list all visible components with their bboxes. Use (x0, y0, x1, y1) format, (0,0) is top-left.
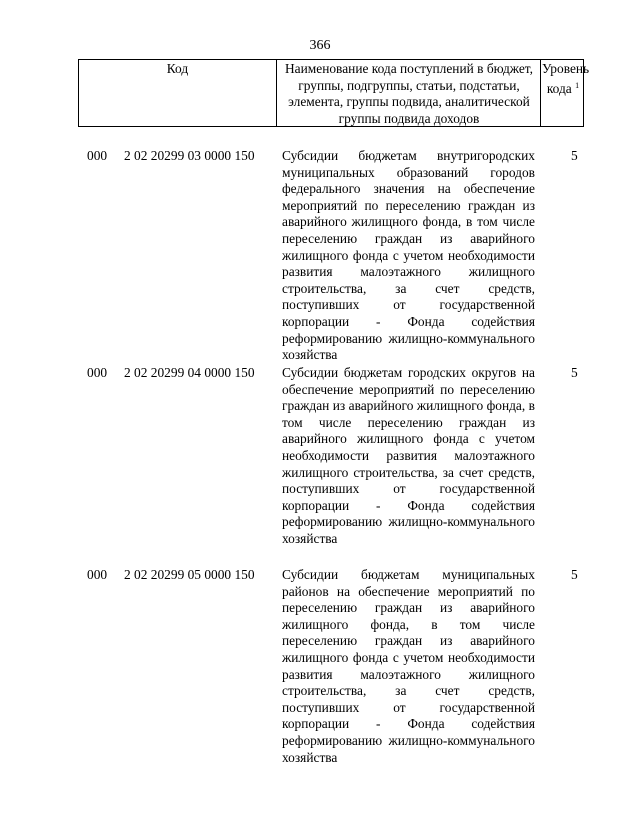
row-code: 2 02 20299 04 0000 150 (124, 365, 255, 380)
row-prefix: 000 (87, 365, 108, 380)
row-level: 5 (571, 148, 578, 163)
row-code: 2 02 20299 03 0000 150 (124, 148, 255, 163)
row-prefix: 000 (87, 567, 108, 582)
header-divider (540, 59, 541, 127)
header-divider (276, 59, 277, 127)
row-description: Субсидии бюджетам муниципальных районов на обеспечение мероприятий по переселению граждан из аварийного жилищного фонда, в том числе переселению граждан из аварийного жилищного фонда с учетом необходимости развития малоэтажного жилищного строительства, за счет средств, поступивших от государственной корпорации - Фонда содействия реформированию жилищно-коммунального хозяйства (282, 567, 535, 765)
row-description: Субсидии бюджетам городских округов на обеспечение мероприятий по переселению граждан из аварийного жилищного фонда, в том числе переселению граждан из аварийного жилищного фонда с учетом необходимости развития малоэтажного жилищного строительства, за счет средств, поступивших от государственной корпорации - Фонда содействия реформированию жилищно-коммунального хозяйства (282, 365, 535, 546)
row-code: 2 02 20299 05 0000 150 (124, 567, 255, 582)
header-level-footnote: 1 (575, 80, 580, 90)
row-level: 5 (571, 567, 578, 582)
row-prefix: 000 (87, 148, 108, 163)
header-name: Наименование кода поступлений в бюджет, группы, подгруппы, статьи, подстатьи, элемента, группы подвида, аналитической группы подвида доходов (285, 61, 533, 126)
header-level (542, 61, 590, 97)
header-code: Код (166, 61, 189, 76)
header-level-label: Уровень кода (542, 61, 590, 96)
row-level: 5 (571, 365, 578, 380)
row-description: Субсидии бюджетам внутригородских муниципальных образований городов федерального значения на обеспечение мероприятий по переселению граждан из аварийного жилищного фонда, в том числе переселению граждан из аварийного жилищного фонда с учетом необходимости развития малоэтажного жилищного строительства, за счет средств, поступивших от государственной корпорации - Фонда содействия реформированию жилищно-коммунального хозяйства (282, 148, 535, 363)
page-number: 366 (309, 38, 331, 53)
